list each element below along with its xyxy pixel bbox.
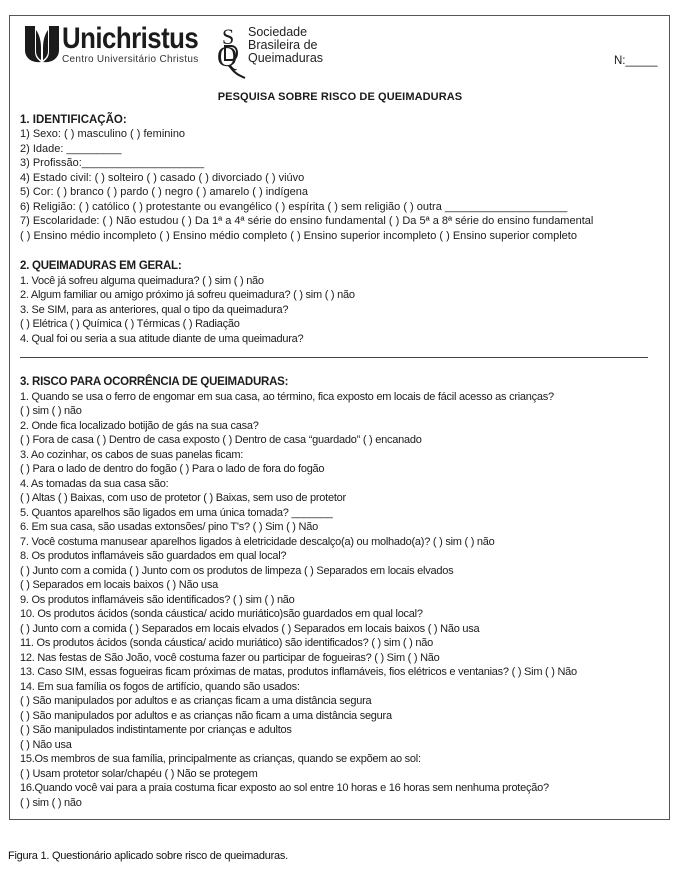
form-line: 2. Onde fica localizado botijão de gás na sua casa? — [20, 419, 259, 432]
form-line[interactable]: ( ) Separados em locais baixos ( ) Não usa — [20, 579, 218, 591]
form-line[interactable]: ( ) São manipulados por adultos e as crianças ficam a uma distância segura — [20, 695, 372, 707]
form-line: 3. Se SIM, para as anteriores, qual o tipo da queimadura? — [20, 303, 289, 316]
svg-text:Q: Q — [217, 42, 238, 73]
sbq-line-3: Queimaduras — [248, 51, 324, 65]
sbq-name — [248, 26, 323, 65]
unichristus-name: Unichristus — [62, 22, 199, 55]
form-line: 8. Os produtos inflamáveis são guardados em qual local? — [20, 550, 287, 562]
form-line[interactable]: 1. Você já sofreu alguma queimadura? ( ) sim ( ) não — [20, 274, 264, 287]
answer-line[interactable] — [20, 357, 648, 358]
form-line: 4. As tomadas da sua casa são: — [20, 477, 169, 490]
form-line[interactable]: ( ) Altas ( ) Baixas, com uso de protetor ( ) Baixas, sem uso de protetor — [20, 492, 346, 504]
form-line[interactable]: 2) Idade: _________ — [20, 142, 122, 155]
form-line[interactable]: 6) Religião: ( ) católico ( ) protestante ou evangélico ( ) espírita ( ) sem religião ( ) outra ____________________ — [20, 200, 568, 213]
sbq-line-2: Brasileira de — [248, 38, 318, 52]
form-line[interactable]: 1) Sexo: ( ) masculino ( ) feminino — [20, 128, 186, 140]
section-heading-risco: 3. RISCO PARA OCORRÊNCIA DE QUEIMADURAS: — [20, 376, 289, 388]
form-line: 14. Em sua família os fogos de artifício, quando são usados: — [20, 680, 300, 693]
form-line[interactable]: 2. Algum familiar ou amigo próximo já sofreu queimadura? ( ) sim ( ) não — [20, 289, 355, 301]
section-heading-queimaduras-geral: 2. QUEIMADURAS EM GERAL: — [20, 260, 182, 272]
form-line[interactable]: 4) Estado civil: ( ) solteiro ( ) casado ( ) divorciado ( ) viúvo — [20, 171, 305, 184]
section-heading-identificacao: 1. IDENTIFICAÇÃO: — [20, 114, 127, 126]
form-line[interactable]: 6. Em sua casa, são usadas extonsões/ pino T's? ( ) Sim ( ) Não — [20, 521, 318, 533]
form-line[interactable]: ( ) sim ( ) não — [20, 796, 82, 809]
sbq-line-1: Sociedade — [248, 25, 308, 39]
form-line[interactable]: ( ) sim ( ) não — [20, 405, 82, 417]
form-line[interactable]: ( ) Não usa — [20, 738, 72, 751]
form-line[interactable]: ( ) Ensino médio incompleto ( ) Ensino médio completo ( ) Ensino superior incompleto ( ) Ensino superior completo — [20, 229, 577, 242]
form-line[interactable]: ( ) Elétrica ( ) Química ( ) Térmicas ( ) Radiação — [20, 318, 240, 330]
form-line[interactable]: ( ) Para o lado de dentro do fogão ( ) Para o lado de fora do fogão — [20, 463, 325, 475]
form-line: 16.Quando você vai para a praia costuma ficar exposto ao sol entre 10 horas e 16 horas sem nenhuma proteção? — [20, 782, 549, 794]
form-line[interactable]: 11. Os produtos ácidos (sonda cáustica/ acido muriático) são identificados? ( ) sim ( ) não — [20, 637, 433, 649]
form-line[interactable]: ( ) Fora de casa ( ) Dentro de casa exposto ( ) Dentro de casa “guardado” ( ) encanado — [20, 434, 422, 446]
form-line: 4. Qual foi ou seria a sua atitude diante de uma queimadura? — [20, 332, 304, 345]
form-line[interactable]: 5. Quantos aparelhos são ligados em uma única tomada? _______ — [20, 506, 333, 519]
page-title: PESQUISA SOBRE RISCO DE QUEIMADURAS — [217, 91, 463, 103]
form-line: 1. Quando se usa o ferro de engomar em sua casa, ao término, fica exposto em locais de fácil acesso as crianças? — [20, 390, 554, 403]
form-line[interactable]: 3) Profissão:____________________ — [20, 157, 205, 169]
unichristus-subtitle: Centro Universitário Christus — [62, 54, 199, 65]
sbq-logo-icon — [213, 24, 249, 80]
form-line[interactable]: ( ) Usam protetor solar/chapéu ( ) Não se protegem — [20, 767, 258, 780]
form-line[interactable]: ( ) Junto com a comida ( ) Separados em locais elvados ( ) Separados em locais baixos ( ) Não usa — [20, 622, 480, 635]
form-line: 10. Os produtos ácidos (sonda cáustica/ acido muriático)são guardados em qual local? — [20, 608, 423, 620]
figure-caption: Figura 1. Questionário aplicado sobre risco de queimaduras. — [8, 850, 288, 862]
form-line[interactable]: ( ) São manipulados por adultos e as crianças não ficam a uma distância segura — [20, 709, 392, 722]
form-line[interactable]: 7) Escolaridade: ( ) Não estudou ( ) Da 1ª a 4ª série do ensino fundamental ( ) Da 5ª a 8ª série do ensino fundamental — [20, 215, 594, 227]
unichristus-logo-icon — [25, 26, 59, 64]
form-line: 15.Os membros de sua família, principalmente as crianças, quando se expõem ao sol: — [20, 753, 421, 765]
form-line[interactable]: 5) Cor: ( ) branco ( ) pardo ( ) negro ( ) amarelo ( ) indígena — [20, 186, 308, 198]
svg-text:S: S — [222, 24, 235, 49]
form-line[interactable]: 12. Nas festas de São João, você costuma fazer ou participar de fogueiras? ( ) Sim ( ) Não — [20, 651, 440, 664]
form-line[interactable]: ( ) Junto com a comida ( ) Junto com os produtos de limpeza ( ) Separados em locais elvados — [20, 564, 454, 577]
form-line[interactable]: 7. Você costuma manusear aparelhos ligados à eletricidade descalço(a) ou molhado(a)? ( ) sim ( ) não — [20, 535, 495, 548]
form-line: 3. Ao cozinhar, os cabos de suas panelas ficam: — [20, 448, 244, 461]
form-number-field[interactable]: N:_____ — [614, 55, 658, 67]
form-line[interactable]: 13. Caso SIM, essas fogueiras ficam próximas de matas, produtos inflamáveis, fios elétricos e ventanias? ( ) Sim ( ) Não — [20, 666, 577, 678]
form-line[interactable]: 9. Os produtos inflamáveis são identificados? ( ) sim ( ) não — [20, 593, 295, 606]
form-line[interactable]: ( ) São manipulados indistintamente por crianças e adultos — [20, 724, 292, 736]
